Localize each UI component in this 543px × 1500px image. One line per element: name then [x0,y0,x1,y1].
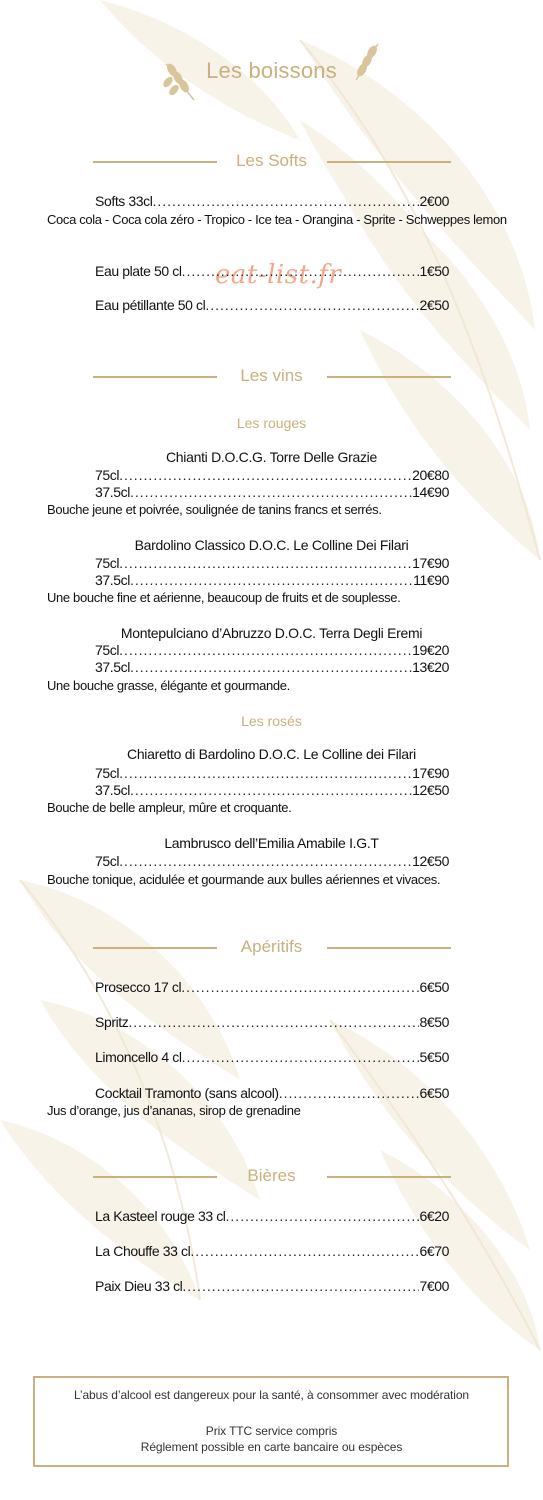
dot-leader [130,782,412,799]
list-item [95,1278,449,1295]
list-item [95,979,449,996]
list-item [95,1049,449,1066]
item-description: Bouche tonique, acidulée et gourmande aux bulles aériennes et vivaces. [47,872,441,887]
section-title-aperitifs: Apéritifs [240,937,303,956]
dot-leader [119,555,412,572]
list-item [95,1014,449,1031]
item-size: 75cl [95,555,120,571]
item-size: 75cl [95,853,120,869]
item-price: 14€90 [412,484,449,500]
item-name: Spritz [95,1014,129,1030]
item-name: Prosecco 17 cl [95,979,182,995]
item-size: 37.5cl [95,484,130,500]
item-price: 13€20 [412,659,449,675]
list-item [95,555,449,572]
list-item [95,642,449,659]
item-price: 11€90 [413,572,449,588]
wine-name: Chianti D.O.C.G. Torre Delle Grazie [166,449,377,465]
dot-leader [130,659,412,676]
dot-leader [181,979,419,996]
ornament-line-right-icon [327,946,451,950]
list-item [95,467,449,484]
item-price: 2€00 [419,193,449,209]
item-price: 20€80 [412,467,449,483]
footer-payment: Réglement possible en carte bancaire ou espèces [140,1440,403,1454]
item-name: La Chouffe 33 cl [95,1243,191,1259]
wine-name: Bardolino Classico D.O.C. Le Colline Dei Filari [134,537,409,553]
ornament-line-right-icon [327,1175,451,1179]
item-size: 75cl [95,642,120,658]
item-price: 12€50 [412,782,449,798]
dot-leader [119,467,412,484]
dot-leader [152,193,419,210]
item-description: Bouche jeune et poivrée, soulignée de tanins francs et serrés. [47,502,382,517]
item-size: 37.5cl [95,659,130,675]
ornament-line-right-icon [327,160,451,164]
list-item [95,484,449,501]
item-price: 17€90 [412,555,449,571]
item-price: 8€50 [419,1014,449,1030]
item-size: 75cl [95,765,120,781]
page-title: Les boissons [206,58,337,83]
item-name: Softs 33cl [95,193,153,209]
list-item [95,1208,449,1225]
item-price: 6€20 [419,1208,449,1224]
footer-warning: L’abus d’alcool est dangereux pour la santé, à consommer avec modération [73,1388,470,1402]
item-description: Une bouche fine et aérienne, beaucoup de fruits et de souplesse. [47,590,401,605]
section-title-softs: Les Softs [236,151,307,170]
ornament-line-right-icon [327,375,451,379]
wine-name: Lambrusco dell’Emilia Amabile I.G.T [164,835,379,851]
dot-leader [128,1014,419,1031]
dot-leader [119,765,412,782]
list-item [95,263,449,280]
dot-leader [226,1208,420,1225]
section-header-aperitifs [0,937,543,957]
item-price: 6€70 [419,1243,449,1259]
item-name: Limoncello 4 cl [95,1049,182,1065]
list-item [95,853,449,870]
item-description: Une bouche grasse, élégante et gourmande. [47,678,290,693]
item-price: 6€50 [419,979,449,995]
footer-tax: Prix TTC service compris [205,1424,338,1438]
dot-leader [190,1243,419,1260]
list-item [95,659,449,676]
item-size: 75cl [95,467,120,483]
wine-name: Montepulciano d’Abruzzo D.O.C. Terra Degli Eremi [120,625,423,641]
dot-leader [119,853,412,870]
dot-leader [182,1278,419,1295]
list-item [95,765,449,782]
watermark: eat-list.fr [215,260,342,290]
item-price: 7€00 [419,1278,449,1294]
dot-leader [279,1085,420,1102]
item-description: Jus d’orange, jus d’ananas, sirop de grenadine [47,1103,301,1118]
item-price: 12€50 [412,853,449,869]
item-size: 37.5cl [95,572,130,588]
dot-leader [130,484,412,501]
item-price: 2€50 [419,297,449,313]
item-price: 5€50 [419,1049,449,1065]
dot-leader [182,1049,420,1066]
dot-leader [182,263,420,280]
item-price: 17€90 [412,765,449,781]
item-name: Cocktail Tramonto (sans alcool) [95,1085,279,1101]
list-item [95,1243,449,1260]
item-name: Eau plate 50 cl [95,263,182,279]
section-header-bieres [0,1166,543,1186]
item-name: Paix Dieu 33 cl [95,1278,183,1294]
item-price: 1€50 [419,263,449,279]
item-description: Coca cola - Coca cola zéro - Tropico - Ice tea - Orangina - Sprite - Schweppes lemon [47,212,507,227]
wheat-right-icon [350,42,382,82]
item-name: La Kasteel rouge 33 cl [95,1208,226,1224]
list-item [95,1085,449,1102]
subsection-title-roses: Les rosés [241,713,302,729]
section-header-vins [0,366,543,386]
dot-leader [130,572,413,589]
item-price: 6€50 [419,1085,449,1101]
section-title-vins: Les vins [240,366,303,385]
list-item [95,572,449,589]
item-price: 19€20 [412,642,449,658]
section-title-bieres: Bières [247,1166,296,1185]
subsection-title-rouges: Les rouges [236,415,307,431]
item-size: 37.5cl [95,782,130,798]
dot-leader [119,642,412,659]
section-header-softs [0,151,543,171]
item-description: Bouche de belle ampleur, mûre et croquante. [47,800,292,815]
list-item [95,193,449,210]
wine-name: Chiaretto di Bardolino D.O.C. Le Colline dei Filari [127,746,416,762]
dot-leader [205,297,419,314]
list-item [95,782,449,799]
item-name: Eau pétillante 50 cl [95,297,206,313]
list-item [95,297,449,314]
